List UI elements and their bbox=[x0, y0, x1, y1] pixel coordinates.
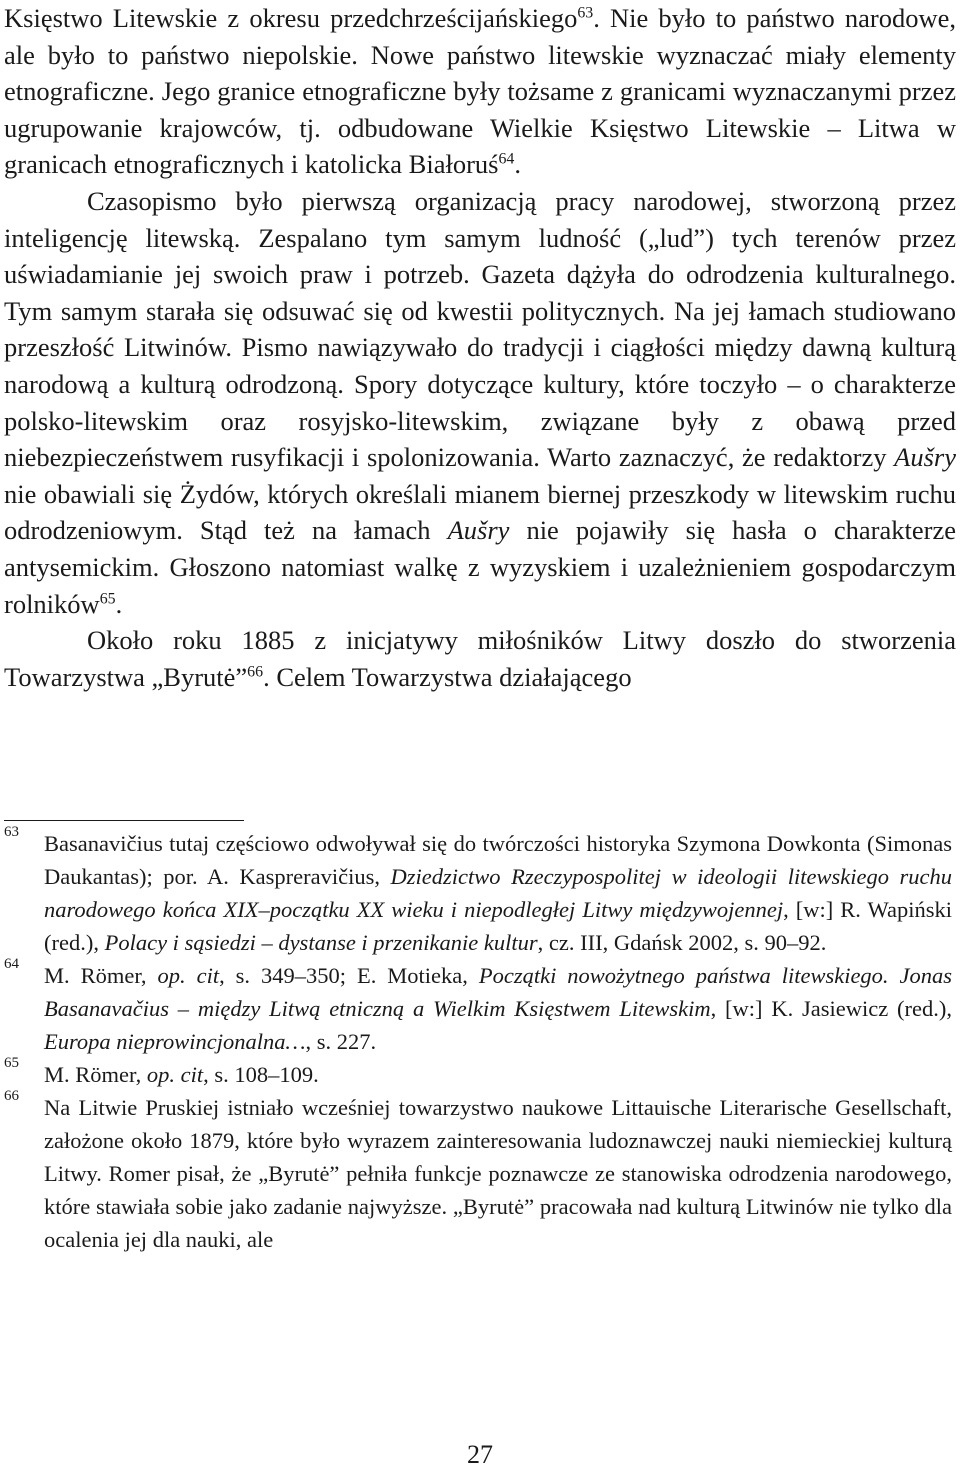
title-ausra: Aušry bbox=[894, 442, 956, 473]
paragraph-text: . Nie było to państwo narodowe, ale było to państwo niepolskie. Nowe państwo litewskie wyznaczać miały elementy etnograficzne. Jego granice etnograficzne były tożsame z granicami wyznaczanymi przez ugrupowanie krajowców, tj. odbudowane Wielkie Księstwo Litewskie – Litwa w granicach etnograficznych i katolicka Białoruś bbox=[4, 3, 956, 180]
footnote-body bbox=[44, 827, 952, 959]
footnote-number: 64 bbox=[4, 956, 19, 972]
document-page bbox=[4, 0, 956, 695]
footnote-text: , s. 108–109. bbox=[203, 1062, 319, 1087]
paragraph-1 bbox=[4, 0, 956, 183]
footnote-separator bbox=[4, 820, 244, 821]
footnote-text: , s. 349–350; E. Motieka, bbox=[219, 963, 479, 988]
footnote-ref-66[interactable]: 66 bbox=[247, 663, 264, 681]
footnote-number: 63 bbox=[4, 824, 19, 840]
paragraph-text: . bbox=[514, 149, 521, 180]
footnotes-section bbox=[0, 824, 953, 1256]
footnote-text: M. Römer, bbox=[44, 963, 158, 988]
footnote-italic: Dziedzictwo Rzeczypospolitej w ideologii litewskiego ruchu narodowego końca XIX–początku XX wieku i niepodległej Litwy międzywojennej bbox=[44, 864, 952, 922]
footnote-italic: Europa nieprowincjonalna… bbox=[44, 1029, 306, 1054]
main-body-text bbox=[4, 0, 956, 695]
footnote-italic: Początki nowożytnego państwa litewskiego. Jonas Basanavačius – między Litwą etniczną a Wielkim Księstwem Litewskim bbox=[44, 963, 953, 1021]
footnote-body bbox=[44, 1058, 952, 1091]
footnote-text: , cz. III, Gdańsk 2002, s. 90–92. bbox=[537, 930, 827, 955]
paragraph-text: . Celem Towarzystwa działającego bbox=[263, 661, 632, 692]
footnote-64 bbox=[4, 956, 953, 1058]
footnote-text: , [w:] K. Jasiewicz (red.), bbox=[710, 996, 952, 1021]
footnote-number: 66 bbox=[4, 1088, 19, 1104]
page-number: 27 bbox=[467, 1440, 493, 1469]
footnote-text: M. Römer, bbox=[44, 1062, 147, 1087]
footnote-italic: op. cit bbox=[157, 963, 220, 988]
footnote-ref-65[interactable]: 65 bbox=[99, 589, 116, 607]
footnote-66 bbox=[4, 1088, 952, 1256]
paragraph-text: Około roku 1885 z inicjatywy miłośników Litwy doszło do stworzenia Towarzystwa „Byrutė” bbox=[4, 625, 956, 692]
paragraph-text: Czasopismo było pierwszą organizacją pracy narodowej, stworzoną przez inteligencję litewską. Zespalano tym samym ludność („lud”) tych terenów przez uświadamianie jej swoich praw i potrzeb. Gazeta dążyła do odrodzenia kulturalnego. Tym samym starała się odsuwać się od kwestii politycznych. Na jej łamach studiowano przeszłość Litwinów. Pismo nawiązywało do tradycji i ciągłości między dawną kulturą narodową a kulturą odrodzoną. Spory dotyczące kultury, które toczyło – o charakterze polsko-litewskim oraz rosyjsko-litewskim, związane były z obawą przed niebezpieczeństwem rusyfikacji i spolonizowania. Warto zaznaczyć, że redaktorzy bbox=[4, 185, 956, 473]
footnote-text: , s. 227. bbox=[305, 1029, 377, 1054]
footnote-body bbox=[44, 959, 952, 1058]
paragraph-text: nie pojawiły się hasła o charakterze antysemickim. Głoszono natomiast walkę z wyzyskiem i uzależnieniem gospodarczym rolników bbox=[4, 515, 956, 619]
footnote-text: Basanavičius tutaj częściowo odwoływał się do twórczości historyka Szymona Dowkonta (Simonas Daukantas); por. A. Kaspreravičius, bbox=[44, 831, 952, 889]
footnote-65 bbox=[4, 1055, 952, 1091]
footnote-number: 65 bbox=[4, 1055, 19, 1071]
footnote-ref-63[interactable]: 63 bbox=[577, 4, 594, 22]
footnote-body bbox=[44, 1091, 952, 1256]
title-ausra: Aušry bbox=[447, 515, 510, 546]
paragraph-3 bbox=[4, 622, 956, 695]
footnote-text: , [w:] R. Wapiński (red.), bbox=[44, 897, 952, 955]
footnote-italic: op. cit bbox=[146, 1062, 204, 1087]
footnote-text: Na Litwie Pruskiej istniało wcześniej towarzystwo naukowe Littauische Literarische Gesellschaft, założone około 1879, które było wyrazem zainteresowania ludoznawczej nauki niemieckiej kulturą Litwy. Romer pisał, że „Byrutė” pełniła funkcje poznawcze ze stanowiska odrodzenia narodowego, które stawiała sobie jako zadanie najwyższe. „Byrutė” pracowała nad kulturą Litwinów nie tylko dla ocalenia jej dla nauki, ale bbox=[44, 1095, 952, 1252]
footnote-ref-64[interactable]: 64 bbox=[498, 150, 515, 168]
paragraph-text: nie obawiali się Żydów, których określali mianem biernej przeszkody w litewskim ruchu odrodzeniowym. Stąd też na łamach bbox=[4, 478, 956, 546]
paragraph-text: . bbox=[115, 588, 123, 619]
footnote-63 bbox=[4, 824, 952, 959]
footnote-italic: Polacy i sąsiedzi – dystanse i przenikanie kultur bbox=[104, 930, 538, 955]
paragraph-text: Księstwo Litewskie z okresu przedchrześcijańskiego bbox=[4, 3, 578, 33]
paragraph-2 bbox=[4, 183, 956, 622]
